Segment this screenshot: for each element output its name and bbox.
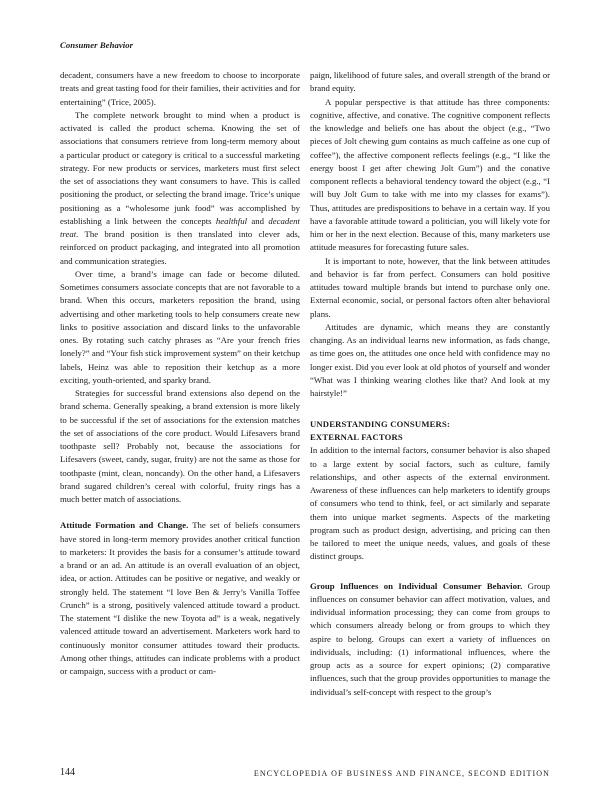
paragraph-text: Group influences on consumer behavior can affect motivation, values, and individual information processing; they can come from groups to which consumers already belong or from groups to which they aspire to belong. Groups can exert a variety of influences on individuals, including: (1) informational influences, where the group acts as a source for expert opinions; (2) comparative influences, such that the group provides opportunities to manage the individual’s self-concept with respect to the group’s: [310, 580, 551, 697]
section-heading-line: EXTERNAL FACTORS: [310, 432, 403, 443]
section-heading: [310, 418, 550, 444]
paragraph-text: The complete network brought to mind when a product is activated is called the product schema. Knowing the set of associations that consumers retrieve from long-term memory about a particular product or category is critical to a successful marketing strategy. For new products or services, marketers must first select the set of associations they want consumers to have. This is called positioning the product, or selecting the brand image. Trice’s unique positioning as a “wholesome junk food” was accomplished by establishing a link between the concepts: [60, 109, 300, 226]
paragraph-repositioning: Over time, a brand’s image can fade or become diluted. Sometimes consumers associate concepts that are not favorable to a brand. When this occurs, marketers reposition the brand, using advertising and other marketing tools to help consumers create new links to positive association and discard links to the unfavorable ones. By rotating such catchy phrases as “Are your french fries lonely?” and “Your fish stick improvement system” on their ketchup labels, Heinz was able to reposition their ketchup as a more exciting, youth-oriented, and sparky brand.: [60, 268, 300, 385]
paragraph-group-influences: [310, 580, 550, 699]
paragraph-text: The brand position is then translated into clever ads, reinforced on product packaging, and integrated into all promotion and communication strategies.: [60, 229, 300, 266]
running-head: Consumer Behavior: [60, 40, 134, 50]
paragraph-text: The set of beliefs consumers have stored in long-term memory provides another critical function to marketers: It provides the basis for a consumer’s attitude toward a brand or an ad. An attitude is an overall evaluation of an object, idea, or action. Attitudes can be positive or negative, and weakly or strongly held. The statement “I love Ben & Jerry’s Vanilla Toffee Crunch” is a strong, positively valenced attitude toward a product. The statement “I dislike the new Toyota ad” is a weak, negatively valenced attitude toward an advertisement. Marketers work hard to continuously monitor consumer attitudes toward their products. Among other things, attitudes can indicate problems with a product or campaign, success with a product or cam-: [60, 520, 300, 676]
run-in-heading-group-influences: Group Influences on Individual Consumer Behavior.: [310, 580, 523, 591]
paragraph: decadent, consumers have a new freedom to choose to incorporate treats and great tasting food for their families, their activities and for entertaining” (Trice, 2005).: [60, 70, 300, 107]
section-heading-line: UNDERSTANDING CONSUMERS:: [310, 419, 451, 430]
run-in-heading-attitude: Attitude Formation and Change.: [60, 520, 189, 531]
page-number: 144: [60, 767, 75, 778]
paragraph-attitudes-dynamic: Attitudes are dynamic, which means they are constantly changing. As an individual learns new information, as fads change, as time goes on, the attitudes one once held with confidence may no longer exist. Did you ever look at old photos of yourself and wonder “What was I thinking wearing clothes like that? And look at my hairstyle!”: [310, 321, 550, 398]
right-column: [310, 69, 550, 699]
emphasis-decadent-treat: decadent treat.: [60, 215, 300, 239]
paragraph-text: and: [247, 215, 269, 226]
paragraph-attitude-formation: [60, 519, 300, 678]
footer-book-title: ENCYCLOPEDIA OF BUSINESS AND FINANCE, SECOND EDITION: [253, 769, 550, 778]
paragraph-product-schema: [60, 109, 300, 268]
paragraph-attitude-components: A popular perspective is that attitude has three components: cognitive, affective, and conative. The cognitive component reflects the knowledge and beliefs one has about the object (e.g., “Two pieces of Jolt chewing gum contains as much caffeine as one cup of coffee”), the affective component reflects feelings (e.g., “I like the energy boost I get after chewing Jolt Gum”) and the conative component reflects a behavioral tendency toward the object (e.g., “I will buy Jolt Gum to take with me into my classes for exams”). Thus, attitudes are predispositions to behave in a certain way. If you have a favorable attitude toward a politician, you will likely vote for him or her in the next election. Because of this, many marketers use attitude measures for forecasting future sales.: [310, 96, 550, 253]
paragraph-attitude-behavior-link: It is important to note, however, that the link between attitudes and behavior is far from perfect. Consumers can hold positive attitudes toward multiple brands but intend to purchase only one. External economic, social, or personal factors often alter behavioral plans.: [310, 255, 550, 319]
emphasis-healthful: healthful: [215, 215, 248, 226]
paragraph: paign, likelihood of future sales, and overall strength of the brand or brand equity.: [310, 70, 550, 94]
paragraph-external-factors: In addition to the internal factors, consumer behavior is also shaped to a large extent by social factors, such as culture, family relationships, and other aspects of the external environment. Awareness of these influences can help marketers to identify groups of consumers who tend to think, feel, or act similarly and separate them into unique market segments. Aspects of the marketing program such as product design, advertising, and pricing can then be tailored to meet the unique needs, values, and goals of these distinct groups.: [310, 445, 550, 562]
left-column: [60, 69, 300, 678]
paragraph-brand-extensions: Strategies for successful brand extensions also depend on the brand schema. Generally speaking, a brand extension is more likely to be successful if the set of associations for the extension matches the set of associations of the core product. Would Lifesavers brand toothpaste sell? Probably not, because the associations for Lifesavers (sweet, candy, sugar, fruity) are not the same as those for toothpaste (mint, clean, noncandy). On the other hand, a Lifesavers brand sugared children’s cereal with colorful, fruity rings has a much better match of associations.: [60, 388, 300, 504]
